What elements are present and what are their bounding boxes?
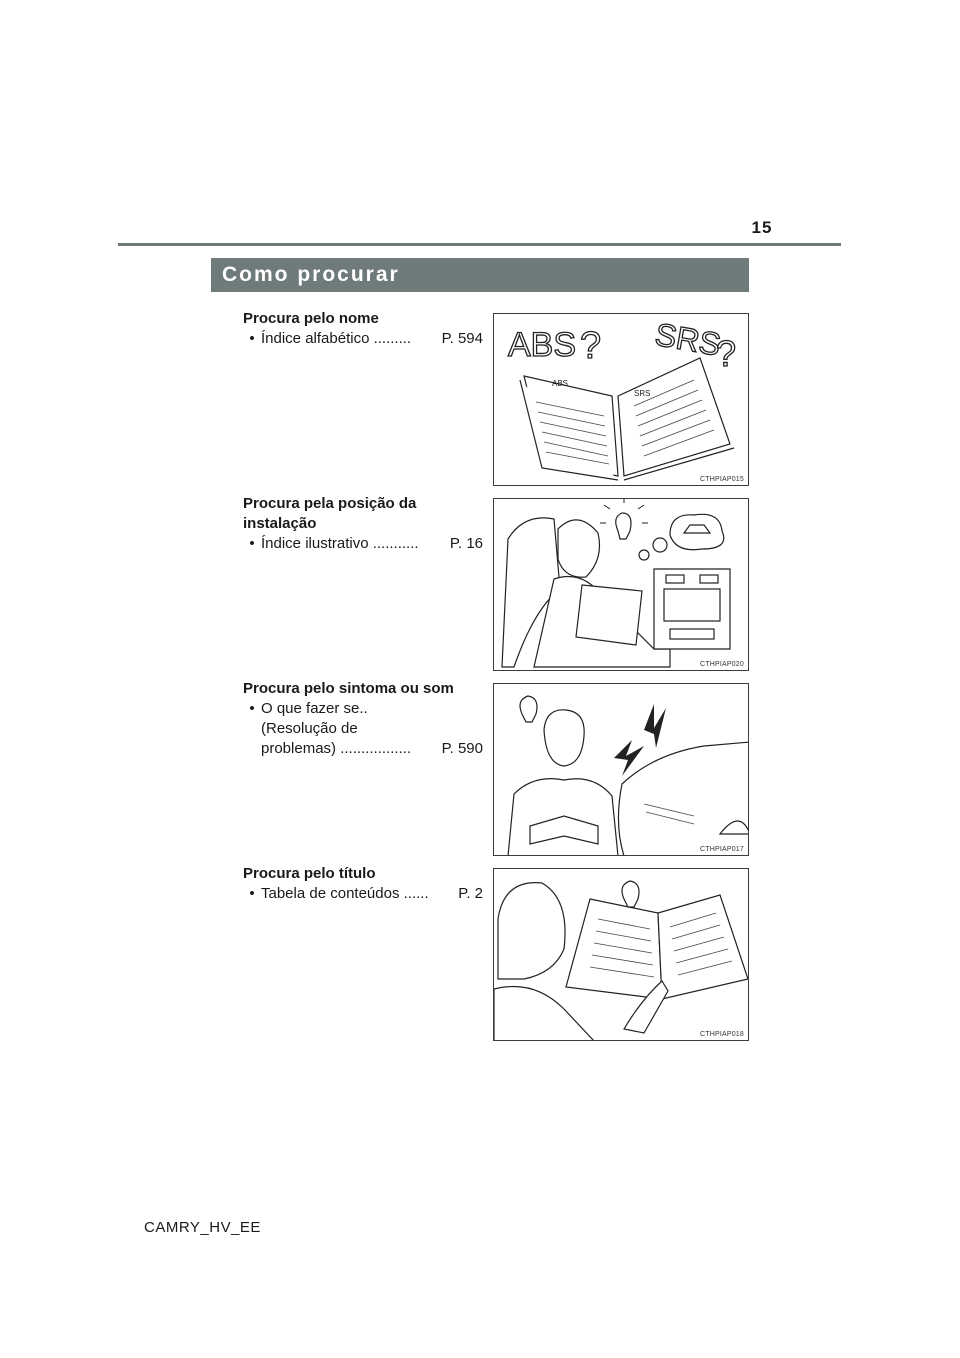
question-mark-1: ?	[580, 325, 602, 367]
section-title: Como procurar	[211, 258, 749, 292]
reference-label: Índice alfabético .........	[261, 330, 412, 347]
abs-small-label: ABS	[552, 379, 569, 388]
lightbulb-icon	[616, 513, 631, 539]
page-reference[interactable]: P. 594	[441, 330, 483, 347]
entry-search-by-title	[243, 864, 483, 904]
lightbulb-icon	[622, 881, 639, 907]
open-book	[566, 899, 662, 999]
question-mark-2: ?	[716, 333, 737, 374]
button-1	[666, 575, 684, 583]
entry-search-by-name	[243, 309, 483, 349]
illustration-code: CTHPIAP015	[699, 476, 744, 483]
entry-title-line-1: Procura pela posição da	[243, 495, 417, 512]
top-rule	[118, 243, 841, 246]
entry-title: Procura pelo título	[243, 865, 376, 882]
car-body	[618, 742, 749, 856]
bullet-text-line-1: O que fazer se..	[261, 700, 368, 717]
page-number: 15	[751, 218, 773, 237]
reference-line[interactable]	[261, 739, 483, 759]
man-head	[544, 710, 584, 766]
button-2	[700, 575, 718, 583]
entry-search-by-position	[243, 494, 483, 554]
bullet-item	[243, 699, 483, 759]
slot	[670, 629, 714, 639]
reference-label: problemas) .................	[261, 740, 412, 757]
bullet-glyph: •	[249, 535, 255, 552]
reference-line[interactable]	[261, 329, 483, 349]
manual-book	[576, 585, 642, 645]
bullet-item	[243, 884, 483, 904]
footer-model-code: CAMRY_HV_EE	[144, 1219, 261, 1236]
illustration-man-with-manual-and-car	[493, 683, 749, 856]
thought-bubble-medium	[653, 538, 667, 552]
bullet-item	[243, 329, 483, 349]
entry-title: Procura pelo nome	[243, 310, 379, 327]
reference-label: Índice ilustrativo ...........	[261, 535, 419, 552]
bullet-text-line-2: (Resolução de	[261, 720, 358, 737]
page-reference[interactable]: P. 2	[458, 885, 483, 902]
book-shape	[520, 358, 734, 480]
reference-line[interactable]	[261, 534, 483, 554]
illustration-open-manual-abs-srs	[493, 313, 749, 486]
bullet-glyph: •	[249, 700, 255, 717]
contents-illustration	[494, 869, 749, 1041]
bullet-glyph: •	[249, 330, 255, 347]
symptom-illustration	[494, 684, 749, 856]
srs-small-label: SRS	[634, 389, 651, 398]
page-reference[interactable]: P. 16	[449, 535, 483, 552]
thought-bubble-small	[639, 550, 649, 560]
page-reference[interactable]: P. 590	[441, 740, 483, 757]
entry-search-by-symptom	[243, 679, 483, 759]
entry-title: Procura pelo sintoma ou som	[243, 680, 454, 697]
bullet-item	[243, 534, 483, 554]
illustration-code: CTHPIAP017	[699, 846, 744, 853]
reader-head	[498, 883, 565, 979]
illustration-code: CTHPIAP020	[699, 661, 744, 668]
srs-large-label: SRS	[652, 315, 724, 363]
screen	[664, 589, 720, 621]
lightbulb-icon	[520, 696, 537, 722]
bullet-glyph: •	[249, 885, 255, 902]
abs-large-label: ABS	[508, 326, 577, 364]
illustration-reading-table-of-contents	[493, 868, 749, 1041]
illustration-driver-reading-manual	[493, 498, 749, 671]
open-book-illustration	[494, 314, 749, 486]
driver-cockpit-illustration	[494, 499, 749, 671]
reader-body	[494, 987, 594, 1042]
open-book-right-page	[658, 895, 748, 999]
entry-title-line-2: instalação	[243, 515, 317, 532]
reference-label: Tabela de conteúdos ......	[261, 885, 429, 902]
driver-head	[558, 520, 600, 577]
illustration-code: CTHPIAP018	[699, 1031, 744, 1038]
reference-line[interactable]	[261, 884, 483, 904]
